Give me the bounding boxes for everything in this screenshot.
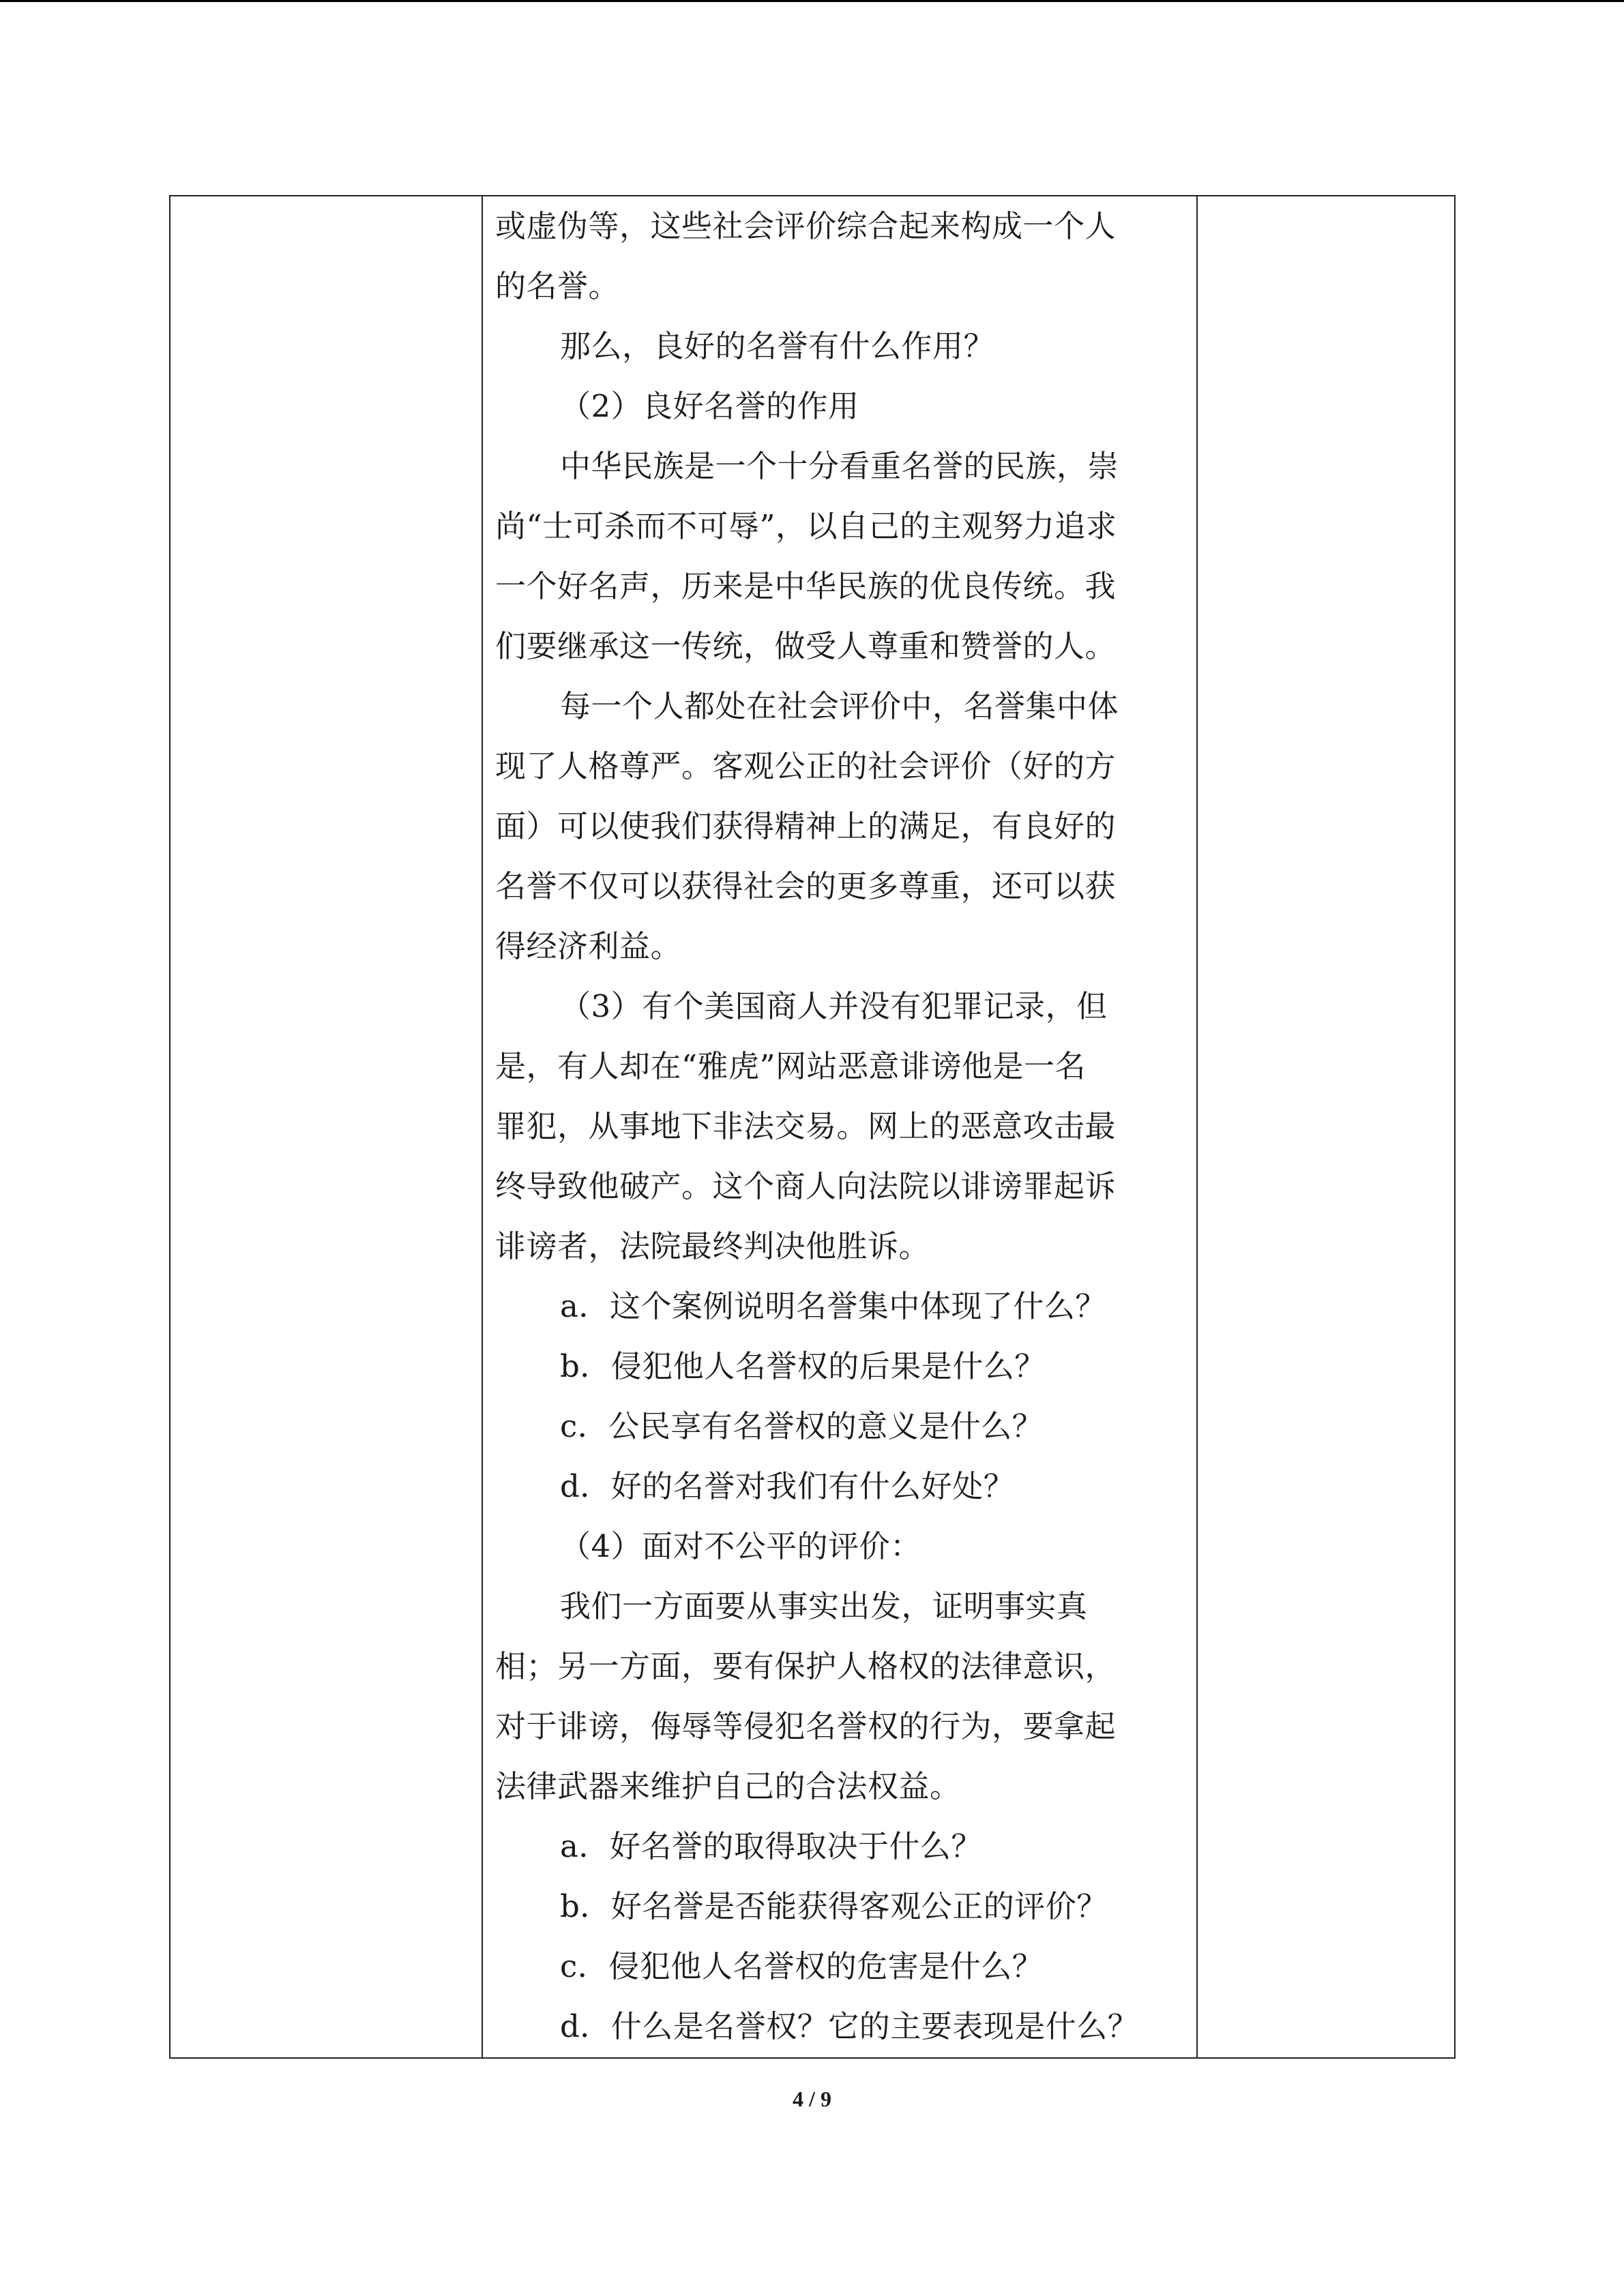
question-item: d．好的名誉对我们有什么好处？ [560, 1468, 1015, 1504]
text-line: 罪犯，从事地下非法交易。网上的恶意攻击最 [495, 1108, 1117, 1144]
text-line: 法律武器来维护自己的合法权益。 [495, 1768, 961, 1804]
text-line: 相；另一方面，要有保护人格权的法律意识， [495, 1648, 1117, 1684]
text-line: 名誉不仅可以获得社会的更多尊重，还可以获 [495, 868, 1117, 904]
text-line: 中华民族是一个十分看重名誉的民族，崇 [560, 448, 1119, 484]
text-line: 是，有人却在“雅虎”网站恶意诽谤他是一名 [495, 1048, 1087, 1084]
text-line: 们要继承这一传统，做受人尊重和赞誉的人。 [495, 628, 1117, 664]
text-line: 得经济利益。 [495, 928, 682, 964]
text-line: （3）有个美国商人并没有犯罪记录，但 [560, 988, 1108, 1024]
table-divider-right [1196, 196, 1198, 2057]
text-line: 或虚伪等，这些社会评价综合起来构成一个人 [495, 208, 1117, 244]
text-line: 那么，良好的名誉有什么作用？ [560, 328, 995, 364]
text-line: 每一个人都处在社会评价中，名誉集中体 [560, 688, 1119, 724]
question-item: b．好名誉是否能获得客观公正的评价？ [560, 1888, 1108, 1924]
text-line: 我们一方面要从事实出发，证明事实真 [560, 1588, 1088, 1624]
text-line: 终导致他破产。这个商人向法院以诽谤罪起诉 [495, 1168, 1117, 1204]
question-item: a．这个案例说明名誉集中体现了什么？ [560, 1288, 1106, 1324]
question-item: b．侵犯他人名誉权的后果是什么？ [560, 1348, 1046, 1384]
text-line: （2）良好名誉的作用 [560, 388, 859, 424]
top-border-line [0, 0, 1624, 2]
page-number: 4 / 9 [793, 2087, 831, 2111]
text-line: 的名誉。 [495, 268, 620, 304]
question-item: c．侵犯他人名誉权的危害是什么？ [560, 1948, 1044, 1984]
question-item: a．好名誉的取得取决于什么？ [560, 1828, 982, 1864]
text-line: 现了人格尊严。客观公正的社会评价（好的方 [495, 748, 1117, 784]
table-divider-left [482, 196, 483, 2057]
text-line: 对于诽谤，侮辱等侵犯名誉权的行为，要拿起 [495, 1708, 1117, 1744]
question-item: d．什么是名誉权？它的主要表现是什么？ [560, 2008, 1139, 2044]
text-line: 面）可以使我们获得精神上的满足，有良好的 [495, 808, 1117, 844]
text-line: （4）面对不公平的评价： [560, 1528, 921, 1564]
text-line: 尚“士可杀而不可辱”，以自己的主观努力追求 [495, 508, 1117, 544]
text-line: 诽谤者，法院最终判决他胜诉。 [495, 1228, 930, 1264]
text-line: 一个好名声，历来是中华民族的优良传统。我 [495, 568, 1117, 604]
question-item: c．公民享有名誉权的意义是什么？ [560, 1408, 1044, 1444]
